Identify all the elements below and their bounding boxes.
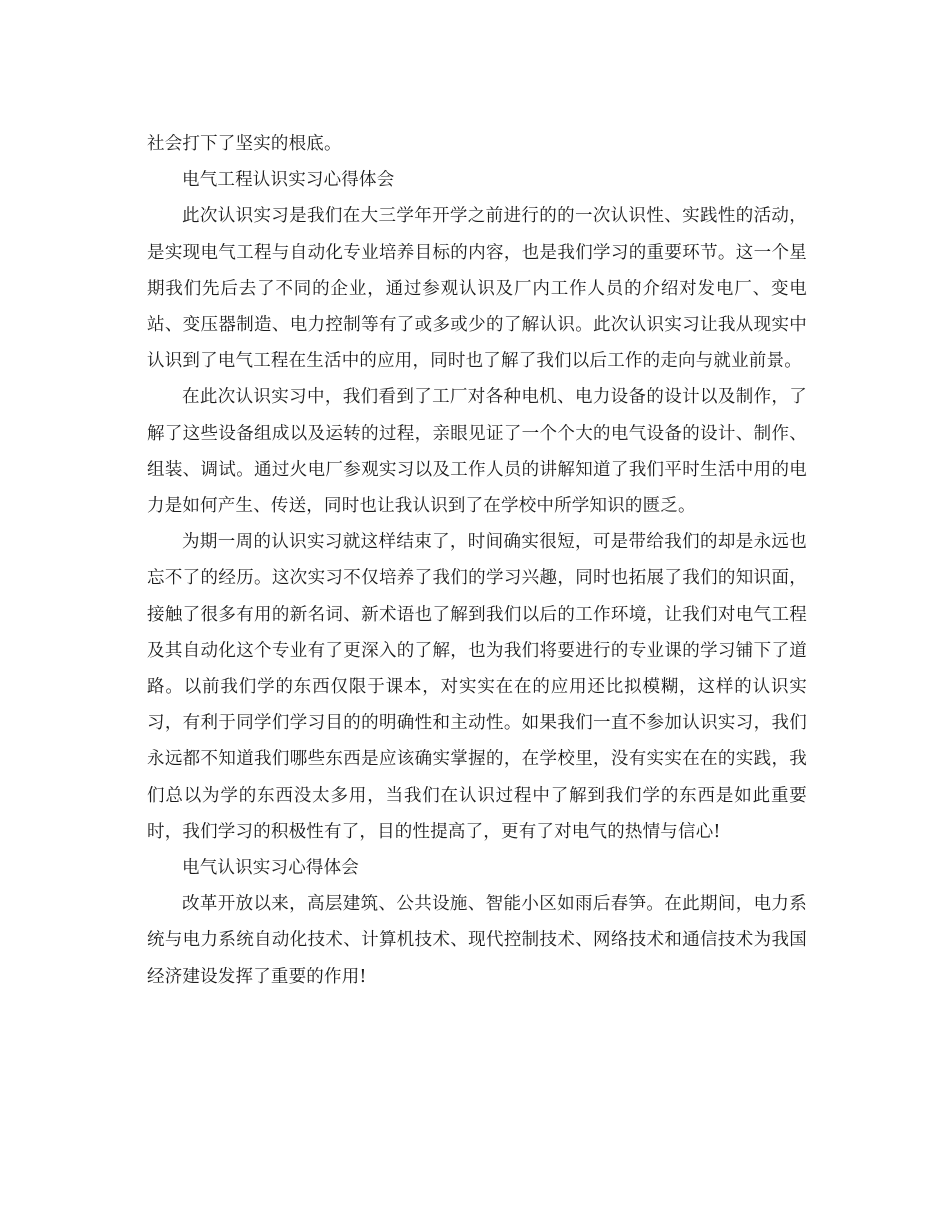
paragraph-continuation: 社会打下了坚实的根底。 <box>147 134 342 154</box>
document-body <box>147 126 807 995</box>
paragraph: 为期一周的认识实习就这样结束了，时间确实很短，可是带给我们的却是永远也忘不了的经历。这次实习不仅培养了我们的学习兴趣，同时也拓展了我们的知识面，接触了很多有用的新名词、新术语也了解到我们以后的工作环境，让我们对电气工程及其自动化这个专业有了更深入的了解，也为我们将要进行的专业课的学习铺下了道路。以前我们学的东西仅限于课本，对实实在在的应用还比拟模糊，这样的认识实习，有利于同学们学习目的的明确性和主动性。如果我们一直不参加认识实习，我们永远都不知道我们哪些东西是应该确实掌握的，在学校里，没有实实在在的实践，我们总以为学的东西没太多用，当我们在认识过程中了解到我们学的东西是如此重要时，我们学习的积极性有了，目的性提高了，更有了对电气的热情与信心! <box>147 532 807 842</box>
section-heading-electrical: 电气认识实习心得体会 <box>182 858 359 879</box>
section-heading-engineering: 电气工程认识实习心得体会 <box>182 170 395 191</box>
paragraph: 改革开放以来，高层建筑、公共设施、智能小区如雨后春笋。在此期间，电力系统与电力系统自动化技术、计算机技术、现代控制技术、网络技术和通信技术为我国经济建设发挥了重要的作用! <box>147 894 807 987</box>
paragraph: 在此次认识实习中，我们看到了工厂对各种电机、电力设备的设计以及制作，了解了这些设备组成以及运转的过程，亲眼见证了一个个大的电气设备的设计、制作、组装、调试。通过火电厂参观实习以及工作人员的讲解知道了我们平时生活中用的电力是如何产生、传送，同时也让我认识到了在学校中所学知识的匮乏。 <box>147 387 807 517</box>
paragraph: 此次认识实习是我们在大三学年开学之前进行的的一次认识性、实践性的活动，是实现电气工程与自动化专业培养目标的内容，也是我们学习的重要环节。这一个星期我们先后去了不同的企业，通过参观认识及厂内工作人员的介绍对发电厂、变电站、变压器制造、电力控制等有了或多或少的了解认识。此次认识实习让我从现实中认识到了电气工程在生活中的应用，同时也了解了我们以后工作的走向与就业前景。 <box>147 206 807 372</box>
